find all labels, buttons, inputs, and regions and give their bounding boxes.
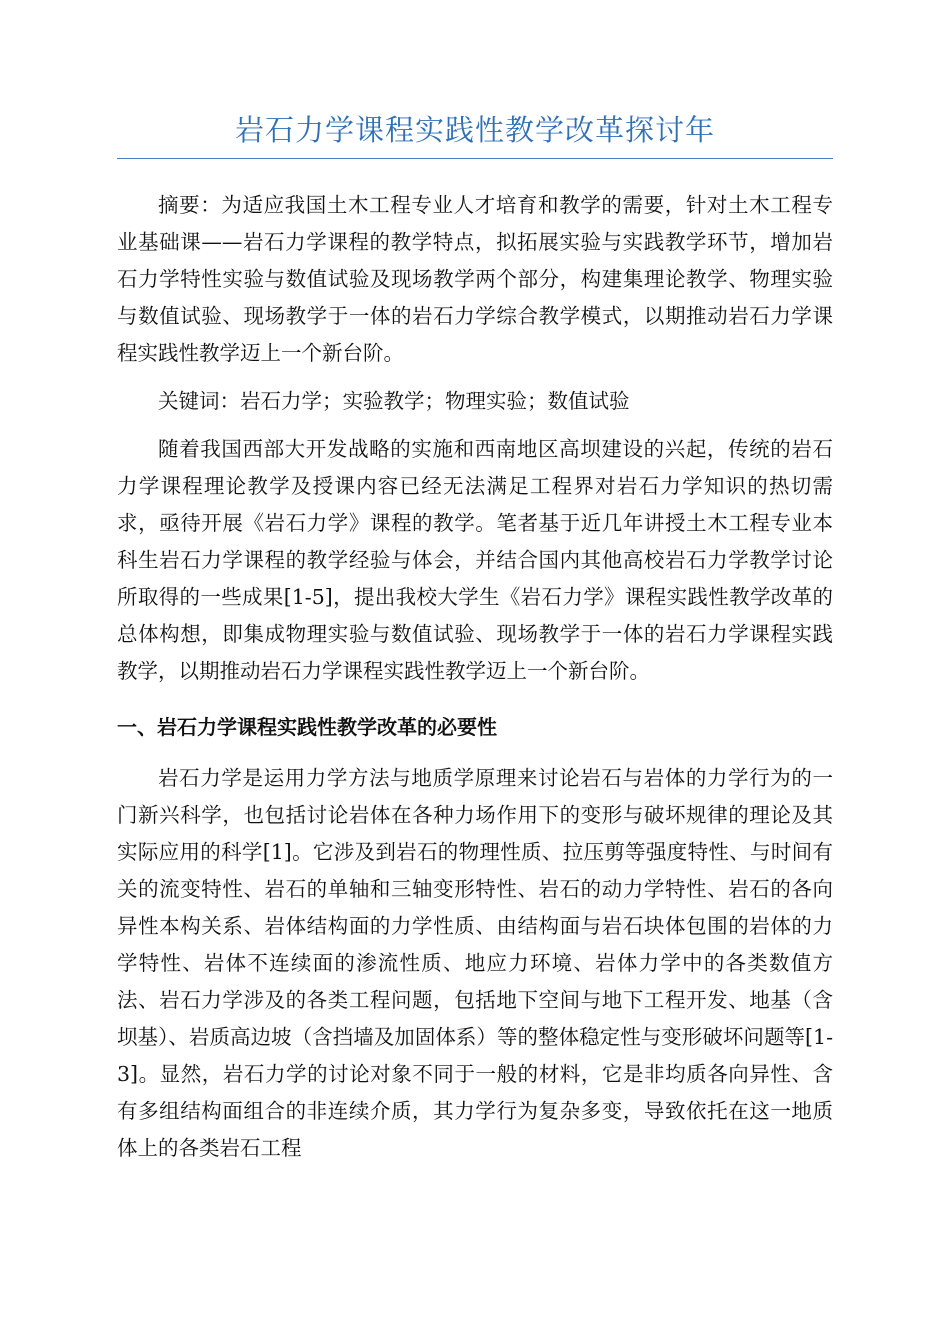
document-page — [117, 108, 833, 1167]
section-heading: 一、岩石力学课程实践性教学改革的必要性 — [117, 715, 497, 739]
section-body-paragraph: 岩石力学是运用力学方法与地质学原理来讨论岩石与岩体的力学行为的一门新兴科学，也包括讨论岩体在各种力场作用下的变形与破坏规律的理论及其实际应用的科学[1]。它涉及到岩石的物理性质、拉压剪等强度特性、与时间有关的流变特性、岩石的单轴和三轴变形特性、岩石的动力学特性、岩石的各向异性本构关系、岩体结构面的力学性质、由结构面与岩石块体包围的岩体的力学特性、岩体不连续面的渗流性质、地应力环境、岩体力学中的各类数值方法、岩石力学涉及的各类工程问题，包括地下空间与地下工程开发、地基（含坝基）、岩质高边坡（含挡墙及加固体系）等的整体稳定性与变形破坏问题等[1-3]。显然，岩石力学的讨论对象不同于一般的材料，它是非均质各向异性、含有多组结构面组合的非连续介质，其力学行为复杂多变，导致依托在这一地质体上的各类岩石工程 — [117, 766, 833, 1160]
keywords-paragraph: 关键词：岩石力学；实验教学；物理实验；数值试验 — [158, 389, 630, 413]
intro-paragraph: 随着我国西部大开发战略的实施和西南地区高坝建设的兴起，传统的岩石力学课程理论教学及授课内容已经无法满足工程界对岩石力学知识的热切需求，亟待开展《岩石力学》课程的教学。笔者基于近几年讲授土木工程专业本科生岩石力学课程的教学经验与体会，并结合国内其他高校岩石力学教学讨论所取得的一些成果[1-5]，提出我校大学生《岩石力学》课程实践性教学改革的总体构想，即集成物理实验与数值试验、现场教学于一体的岩石力学课程实践教学，以期推动岩石力学课程实践性教学迈上一个新台阶。 — [117, 437, 833, 683]
document-title: 岩石力学课程实践性教学改革探讨年 — [117, 108, 833, 159]
abstract-paragraph: 摘要：为适应我国土木工程专业人才培育和教学的需要，针对土木工程专业基础课——岩石力学课程的教学特点，拟拓展实验与实践教学环节，增加岩石力学特性实验与数值试验及现场教学两个部分，构建集理论教学、物理实验与数值试验、现场教学于一体的岩石力学综合教学模式，以期推动岩石力学课程实践性教学迈上一个新台阶。 — [117, 193, 833, 365]
